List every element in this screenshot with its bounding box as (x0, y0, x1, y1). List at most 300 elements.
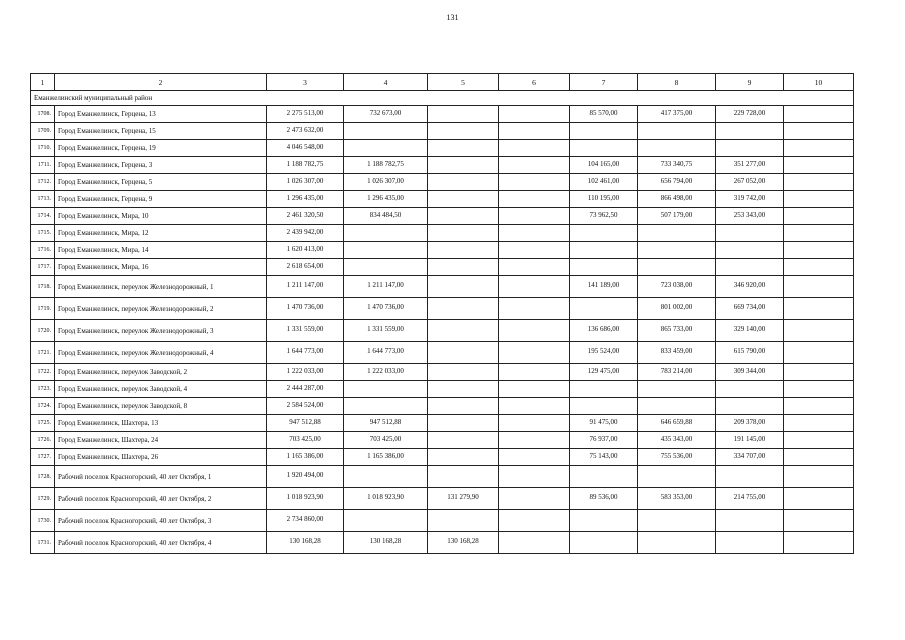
value-cell-c6 (499, 466, 570, 488)
value-cell-c8 (638, 320, 716, 342)
value-cell-c9 (716, 208, 784, 225)
value-cell-c4 (344, 342, 428, 364)
value-cell-c6 (499, 157, 570, 174)
value-cell-c3 (267, 242, 344, 259)
column-header: 3 (267, 74, 344, 91)
value-cell-c6 (499, 432, 570, 449)
value-text: 507 179,00 (660, 210, 693, 219)
value-text: 732 673,00 (369, 108, 402, 117)
value-cell-c6 (499, 488, 570, 510)
header-row (31, 74, 854, 91)
value-text: 947 512,88 (369, 417, 402, 426)
value-text: 130 168,28 (369, 537, 402, 545)
value-text: 346 920,00 (733, 281, 766, 289)
value-cell-c7 (570, 342, 638, 364)
column-header: 4 (344, 74, 428, 91)
value-cell-c8 (638, 398, 716, 415)
value-cell-c6 (499, 191, 570, 208)
value-cell-c3 (267, 415, 344, 432)
value-cell-c4 (344, 510, 428, 532)
value-text: 2 461 320,50 (286, 210, 324, 219)
row-number: 1729. (31, 488, 55, 510)
value-cell-c5 (428, 298, 499, 320)
value-text: 191 145,00 (733, 434, 766, 443)
row-number: 1714. (31, 208, 55, 225)
value-cell-c5 (428, 191, 499, 208)
value-cell-c8 (638, 415, 716, 432)
value-cell-c5 (428, 415, 499, 432)
value-text: 253 343,00 (733, 210, 766, 219)
value-cell-c8 (638, 191, 716, 208)
value-cell-c10 (784, 225, 854, 242)
value-cell-c9 (716, 488, 784, 510)
page-number: 131 (446, 13, 459, 22)
value-cell-c7 (570, 242, 638, 259)
value-cell-c5 (428, 259, 499, 276)
value-cell-c8 (638, 140, 716, 157)
value-text: 866 498,00 (660, 193, 693, 202)
address-cell: Город Еманжелинск, Мира, 16 (55, 259, 267, 276)
value-text: 834 484,50 (369, 210, 402, 219)
value-text: 1 026 307,00 (286, 176, 324, 185)
value-text: 1 296 435,00 (367, 193, 404, 202)
value-cell-c4 (344, 225, 428, 242)
row-number: 1727. (31, 449, 55, 466)
table-row (31, 432, 854, 449)
value-text: 656 794,00 (660, 176, 693, 185)
value-text: 2 618 654,00 (286, 261, 324, 270)
value-cell-c9 (716, 466, 784, 488)
address-cell: Город Еманжелинск, переулок Заводской, 2 (55, 364, 267, 381)
address-cell: Город Еманжелинск, переулок Железнодорожный, 2 (55, 298, 267, 320)
value-cell-c8 (638, 298, 716, 320)
value-cell-c9 (716, 225, 784, 242)
row-number: 1717. (31, 259, 55, 276)
value-cell-c5 (428, 432, 499, 449)
value-cell-c8 (638, 364, 716, 381)
value-cell-c4 (344, 276, 428, 298)
row-number: 1725. (31, 415, 55, 432)
row-number: 1721. (31, 342, 55, 364)
value-text: 1 188 782,75 (286, 159, 324, 168)
value-cell-c5 (428, 242, 499, 259)
value-cell-c6 (499, 364, 570, 381)
value-cell-c3 (267, 342, 344, 364)
value-cell-c8 (638, 106, 716, 123)
value-cell-c9 (716, 532, 784, 554)
value-cell-c7 (570, 532, 638, 554)
value-cell-c5 (428, 510, 499, 532)
value-text: 1 644 773,00 (286, 347, 324, 355)
value-cell-c3 (267, 449, 344, 466)
value-text: 833 459,00 (660, 347, 693, 355)
row-number: 1730. (31, 510, 55, 532)
column-header: 9 (716, 74, 784, 91)
value-cell-c7 (570, 449, 638, 466)
value-text: 229 728,00 (733, 108, 766, 117)
value-cell-c6 (499, 342, 570, 364)
row-number: 1731. (31, 532, 55, 554)
value-cell-c4 (344, 123, 428, 140)
value-cell-c6 (499, 532, 570, 554)
row-number: 1719. (31, 298, 55, 320)
value-cell-c4 (344, 532, 428, 554)
row-number: 1715. (31, 225, 55, 242)
value-text: 1 920 494,00 (286, 471, 324, 479)
value-cell-c7 (570, 225, 638, 242)
value-cell-c10 (784, 415, 854, 432)
table-row (31, 488, 854, 510)
value-text: 2 584 524,00 (286, 400, 324, 409)
table-row (31, 242, 854, 259)
value-cell-c10 (784, 364, 854, 381)
value-cell-c6 (499, 276, 570, 298)
value-text: 329 140,00 (733, 325, 766, 333)
value-cell-c8 (638, 174, 716, 191)
value-cell-c9 (716, 381, 784, 398)
address-cell: Рабочий поселок Красногорский, 40 лет Октября, 3 (55, 510, 267, 532)
value-cell-c10 (784, 174, 854, 191)
value-cell-c10 (784, 140, 854, 157)
address-cell: Рабочий поселок Красногорский, 40 лет Октября, 2 (55, 488, 267, 510)
value-cell-c10 (784, 208, 854, 225)
column-header: 2 (55, 74, 267, 91)
table-row (31, 276, 854, 298)
table-row (31, 466, 854, 488)
value-cell-c3 (267, 225, 344, 242)
column-header: 6 (499, 74, 570, 91)
table-row (31, 123, 854, 140)
value-cell-c7 (570, 415, 638, 432)
value-cell-c10 (784, 320, 854, 342)
value-text: 1 018 923,90 (286, 493, 324, 501)
value-cell-c10 (784, 191, 854, 208)
value-text: 2 275 513,00 (286, 108, 324, 117)
value-cell-c4 (344, 432, 428, 449)
value-cell-c8 (638, 157, 716, 174)
value-cell-c5 (428, 123, 499, 140)
value-text: 703 425,00 (369, 434, 402, 443)
value-text: 129 475,00 (587, 366, 620, 375)
value-cell-c8 (638, 259, 716, 276)
value-cell-c4 (344, 174, 428, 191)
value-cell-c5 (428, 398, 499, 415)
value-cell-c5 (428, 140, 499, 157)
value-cell-c8 (638, 466, 716, 488)
value-cell-c3 (267, 320, 344, 342)
value-text: 1 644 773,00 (367, 347, 404, 355)
value-cell-c7 (570, 466, 638, 488)
address-cell: Город Еманжелинск, переулок Железнодорожный, 4 (55, 342, 267, 364)
district-row (31, 91, 854, 106)
value-cell-c9 (716, 123, 784, 140)
value-cell-c4 (344, 320, 428, 342)
table-row (31, 342, 854, 364)
row-number: 1728. (31, 466, 55, 488)
value-cell-c8 (638, 381, 716, 398)
value-cell-c10 (784, 157, 854, 174)
address-cell: Город Еманжелинск, переулок Железнодорожный, 1 (55, 276, 267, 298)
value-cell-c4 (344, 398, 428, 415)
table-row (31, 449, 854, 466)
table-row (31, 532, 854, 554)
value-cell-c10 (784, 342, 854, 364)
value-cell-c7 (570, 364, 638, 381)
value-text: 2 734 860,00 (286, 515, 324, 523)
value-text: 319 742,00 (733, 193, 766, 202)
value-cell-c10 (784, 466, 854, 488)
value-cell-c3 (267, 276, 344, 298)
value-cell-c4 (344, 208, 428, 225)
value-cell-c9 (716, 510, 784, 532)
table-row (31, 157, 854, 174)
value-cell-c6 (499, 415, 570, 432)
value-cell-c8 (638, 123, 716, 140)
address-cell: Город Еманжелинск, Мира, 12 (55, 225, 267, 242)
table-row (31, 140, 854, 157)
column-header: 8 (638, 74, 716, 91)
value-cell-c8 (638, 449, 716, 466)
table-row (31, 174, 854, 191)
address-cell: Город Еманжелинск, Мира, 14 (55, 242, 267, 259)
value-cell-c5 (428, 157, 499, 174)
value-text: 947 512,88 (289, 417, 321, 426)
value-cell-c6 (499, 140, 570, 157)
value-text: 85 570,00 (589, 108, 618, 117)
value-text: 75 143,00 (589, 451, 618, 460)
value-text: 334 707,00 (733, 451, 766, 460)
address-cell: Город Еманжелинск, Шахтера, 26 (55, 449, 267, 466)
value-cell-c8 (638, 342, 716, 364)
value-text: 102 461,00 (587, 176, 620, 185)
value-cell-c10 (784, 276, 854, 298)
value-text: 1 470 736,00 (286, 303, 324, 311)
value-text: 801 002,00 (660, 303, 693, 311)
column-header: 7 (570, 74, 638, 91)
value-cell-c10 (784, 398, 854, 415)
value-cell-c9 (716, 174, 784, 191)
value-text: 136 686,00 (587, 325, 620, 333)
column-header: 10 (784, 74, 854, 91)
value-cell-c4 (344, 488, 428, 510)
value-cell-c9 (716, 140, 784, 157)
value-text: 309 344,00 (733, 366, 766, 375)
value-cell-c8 (638, 488, 716, 510)
address-cell: Город Еманжелинск, Мира, 10 (55, 208, 267, 225)
value-cell-c9 (716, 298, 784, 320)
row-number: 1722. (31, 364, 55, 381)
value-cell-c10 (784, 532, 854, 554)
address-cell: Город Еманжелинск, Герцена, 13 (55, 106, 267, 123)
value-cell-c4 (344, 298, 428, 320)
value-cell-c4 (344, 242, 428, 259)
value-cell-c6 (499, 320, 570, 342)
value-cell-c10 (784, 432, 854, 449)
value-cell-c5 (428, 532, 499, 554)
value-cell-c10 (784, 381, 854, 398)
table-row (31, 510, 854, 532)
value-cell-c4 (344, 364, 428, 381)
value-text: 2 473 632,00 (286, 125, 324, 134)
value-text: 1 222 033,00 (367, 366, 404, 375)
column-header: 1 (31, 74, 55, 91)
value-cell-c6 (499, 398, 570, 415)
table-row (31, 381, 854, 398)
value-cell-c9 (716, 242, 784, 259)
address-cell: Город Еманжелинск, Герцена, 5 (55, 174, 267, 191)
value-cell-c5 (428, 364, 499, 381)
address-cell: Город Еманжелинск, переулок Заводской, 8 (55, 398, 267, 415)
value-cell-c7 (570, 208, 638, 225)
value-cell-c3 (267, 208, 344, 225)
value-cell-c3 (267, 157, 344, 174)
row-number: 1712. (31, 174, 55, 191)
row-number: 1710. (31, 140, 55, 157)
value-text: 351 277,00 (733, 159, 766, 168)
address-cell: Город Еманжелинск, переулок Железнодорожный, 3 (55, 320, 267, 342)
value-text: 131 279,90 (447, 493, 479, 501)
value-cell-c7 (570, 106, 638, 123)
value-text: 1 470 736,00 (367, 303, 404, 311)
value-cell-c8 (638, 242, 716, 259)
value-cell-c3 (267, 123, 344, 140)
value-text: 214 755,00 (733, 493, 766, 501)
value-cell-c5 (428, 449, 499, 466)
value-text: 91 475,00 (589, 417, 618, 426)
value-cell-c7 (570, 157, 638, 174)
value-text: 723 038,00 (660, 281, 693, 289)
value-text: 646 659,88 (660, 417, 693, 426)
value-text: 130 168,28 (447, 537, 479, 545)
value-cell-c7 (570, 320, 638, 342)
value-text: 110 195,00 (587, 193, 620, 202)
value-cell-c5 (428, 342, 499, 364)
value-cell-c9 (716, 157, 784, 174)
value-text: 209 378,00 (733, 417, 766, 426)
value-cell-c6 (499, 510, 570, 532)
value-cell-c3 (267, 364, 344, 381)
value-text: 703 425,00 (289, 434, 321, 443)
value-cell-c9 (716, 259, 784, 276)
address-cell: Город Еманжелинск, Герцена, 9 (55, 191, 267, 208)
value-cell-c3 (267, 140, 344, 157)
value-cell-c4 (344, 259, 428, 276)
value-cell-c7 (570, 123, 638, 140)
value-cell-c9 (716, 320, 784, 342)
value-cell-c8 (638, 208, 716, 225)
value-cell-c4 (344, 449, 428, 466)
value-cell-c6 (499, 106, 570, 123)
value-text: 615 790,00 (733, 347, 766, 355)
value-text: 783 214,00 (660, 366, 693, 375)
row-number: 1709. (31, 123, 55, 140)
district-name: Еманжелинский муниципальный район (31, 91, 854, 106)
value-cell-c10 (784, 488, 854, 510)
value-cell-c7 (570, 398, 638, 415)
value-cell-c8 (638, 276, 716, 298)
value-cell-c3 (267, 259, 344, 276)
value-cell-c4 (344, 191, 428, 208)
value-cell-c3 (267, 432, 344, 449)
value-text: 195 524,00 (587, 347, 620, 355)
value-cell-c4 (344, 415, 428, 432)
row-number: 1711. (31, 157, 55, 174)
value-cell-c4 (344, 106, 428, 123)
value-text: 583 353,00 (660, 493, 693, 501)
value-text: 1 188 782,75 (367, 159, 404, 168)
row-number: 1718. (31, 276, 55, 298)
value-cell-c7 (570, 298, 638, 320)
value-cell-c6 (499, 225, 570, 242)
value-cell-c8 (638, 510, 716, 532)
column-header: 5 (428, 74, 499, 91)
value-cell-c7 (570, 510, 638, 532)
value-cell-c5 (428, 276, 499, 298)
value-text: 1 165 386,00 (367, 451, 404, 460)
value-cell-c9 (716, 106, 784, 123)
value-cell-c7 (570, 259, 638, 276)
table-row (31, 191, 854, 208)
value-text: 76 937,00 (589, 434, 618, 443)
address-cell: Город Еманжелинск, Герцена, 3 (55, 157, 267, 174)
value-text: 267 052,00 (733, 176, 766, 185)
value-text: 130 168,28 (289, 537, 321, 545)
value-text: 669 734,00 (733, 303, 766, 311)
address-cell: Город Еманжелинск, Шахтера, 24 (55, 432, 267, 449)
value-text: 1 211 147,00 (286, 281, 324, 289)
address-cell: Город Еманжелинск, переулок Заводской, 4 (55, 381, 267, 398)
value-cell-c5 (428, 488, 499, 510)
value-cell-c9 (716, 364, 784, 381)
value-text: 1 026 307,00 (367, 176, 404, 185)
value-cell-c6 (499, 259, 570, 276)
table-row (31, 298, 854, 320)
value-cell-c5 (428, 208, 499, 225)
address-cell: Город Еманжелинск, Герцена, 15 (55, 123, 267, 140)
row-number: 1723. (31, 381, 55, 398)
value-cell-c5 (428, 320, 499, 342)
value-cell-c3 (267, 381, 344, 398)
value-text: 4 046 548,00 (286, 142, 324, 151)
value-text: 141 189,00 (587, 281, 620, 289)
value-cell-c7 (570, 191, 638, 208)
value-cell-c4 (344, 140, 428, 157)
table-row (31, 415, 854, 432)
value-cell-c8 (638, 432, 716, 449)
value-cell-c6 (499, 449, 570, 466)
value-text: 89 536,00 (589, 493, 618, 501)
value-cell-c9 (716, 191, 784, 208)
value-cell-c5 (428, 106, 499, 123)
address-cell: Рабочий поселок Красногорский, 40 лет Октября, 1 (55, 466, 267, 488)
value-cell-c4 (344, 381, 428, 398)
address-cell: Рабочий поселок Красногорский, 40 лет Октября, 4 (55, 532, 267, 554)
value-text: 865 733,00 (660, 325, 693, 333)
value-cell-c10 (784, 449, 854, 466)
table-row (31, 208, 854, 225)
housing-finance-table (30, 73, 854, 554)
value-cell-c10 (784, 298, 854, 320)
value-text: 1 331 559,00 (286, 325, 324, 333)
value-cell-c7 (570, 432, 638, 449)
value-cell-c3 (267, 174, 344, 191)
value-cell-c9 (716, 415, 784, 432)
row-number: 1726. (31, 432, 55, 449)
value-text: 1 222 033,00 (286, 366, 324, 375)
value-cell-c9 (716, 432, 784, 449)
value-cell-c6 (499, 298, 570, 320)
table-row (31, 320, 854, 342)
